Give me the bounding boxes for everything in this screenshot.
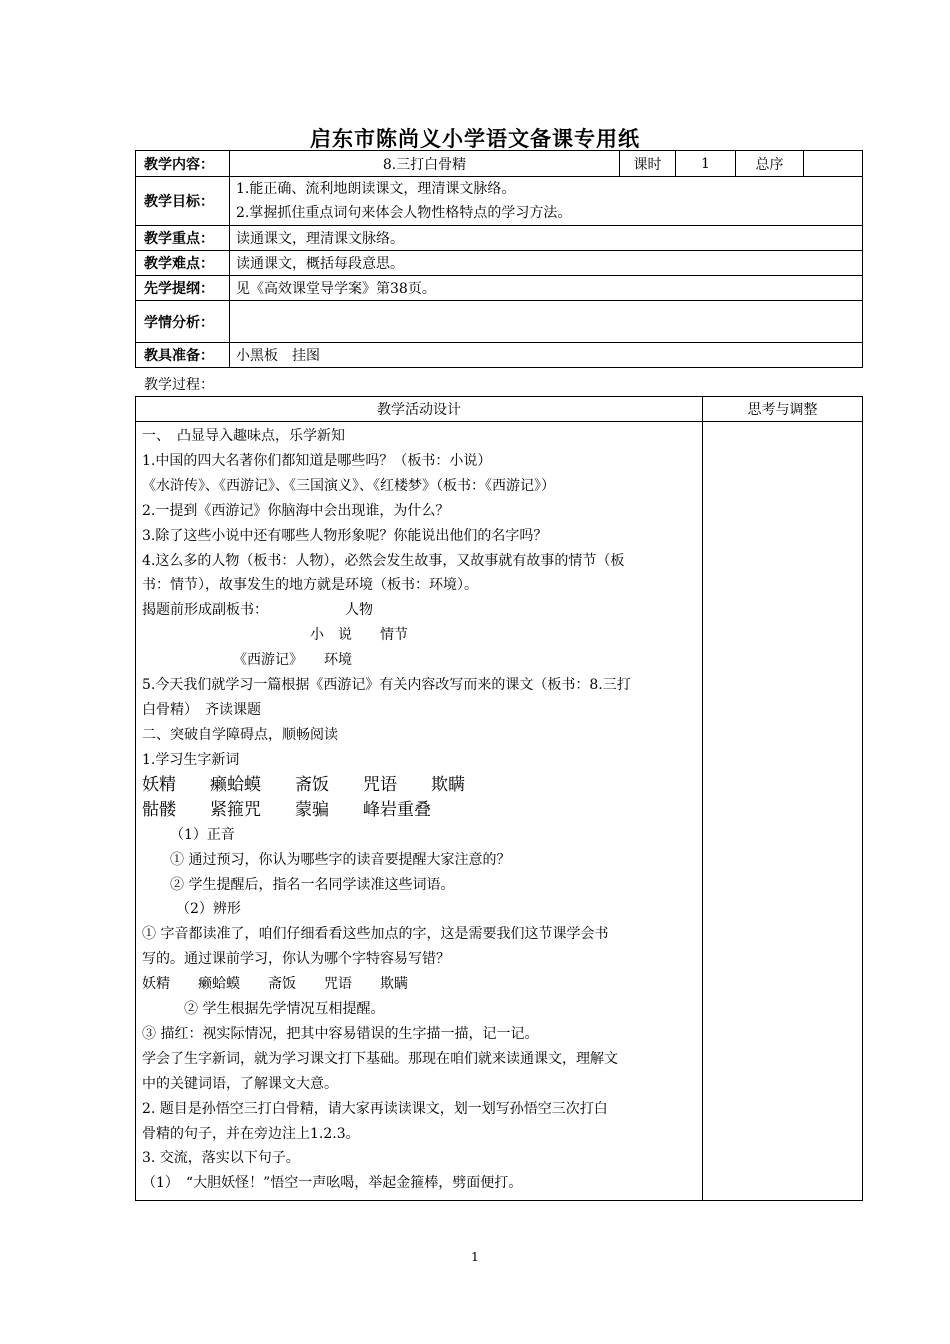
seq-label: 总序 xyxy=(736,151,804,177)
goal-1: 1.能正确、流利地朗读课文，理清课文脉络。 xyxy=(236,181,516,197)
reflect-cell xyxy=(703,422,863,1201)
process-line: 5.今天我们就学习一篇根据《西游记》有关内容改写而来的课文（板书：8.三打 xyxy=(142,677,631,694)
analysis-label: 学情分析： xyxy=(136,301,230,343)
analysis-value xyxy=(230,301,863,343)
process-header-row xyxy=(136,397,863,422)
process-line: 4.这么多的人物（板书：人物），必然会发生故事，又故事就有故事的情节（板 xyxy=(142,552,625,569)
goal-2: 2.掌握抓住重点词句来体会人物性格特点的学习方法。 xyxy=(236,205,572,221)
key-label: 教学重点： xyxy=(136,226,230,251)
vocab-line: 妖精 癞蛤蟆 斋饭 咒语 欺瞒 xyxy=(142,976,408,993)
col-design-header: 教学活动设计 xyxy=(136,397,703,422)
process-line: 1.学习生字新词 xyxy=(142,751,240,768)
seq-value xyxy=(804,151,863,177)
process-line: 白骨精） 齐读课题 xyxy=(142,701,261,718)
key-row xyxy=(136,226,863,251)
content-value: 8.三打白骨精 xyxy=(230,151,620,177)
process-label: 教学过程： xyxy=(144,377,214,393)
process-line: 2.一提到《西游记》你脑海中会出现谁，为什么？ xyxy=(142,502,450,519)
tools-value: 小黑板 挂图 xyxy=(230,343,863,368)
process-line: 一、 凸显导入趣味点，乐学新知 xyxy=(142,428,345,444)
process-line: 3.除了这些小说中还有哪些人物形象呢？你能说出他们的名字吗？ xyxy=(142,527,548,544)
process-table xyxy=(135,396,863,1201)
process-line: ② 学生提醒后，指名一名同学读准这些词语。 xyxy=(170,876,455,893)
process-line: （1）正音 xyxy=(170,826,235,843)
process-line: 学会了生字新词，就为学习课文打下基础。那现在咱们就来读通课文，理解文 xyxy=(142,1050,618,1067)
lesson-info-table xyxy=(135,150,863,368)
process-line: （1） “大胆妖怪！”悟空一声吆喝，举起金箍棒，劈面便打。 xyxy=(142,1175,523,1192)
goal-row xyxy=(136,177,863,226)
pre-study-row xyxy=(136,276,863,301)
analysis-row xyxy=(136,301,863,343)
difficulty-row xyxy=(136,251,863,276)
pre-study-value: 见《高效课堂导学案》第38页。 xyxy=(230,276,863,301)
process-line: 《水浒传》、《西游记》、《三国演义》、《红楼梦》（板书：《西游记》） xyxy=(142,477,555,494)
tools-row xyxy=(136,343,863,368)
process-line: 2. 题目是孙悟空三打白骨精，请大家再读读课文，划一划写孙悟空三次打白 xyxy=(142,1100,608,1117)
vocab-line: 骷髅 紧箍咒 蒙骗 峰岩重叠 xyxy=(142,799,431,820)
process-line: 中的关键词语，了解课文大意。 xyxy=(142,1075,338,1092)
process-line: 写的。通过课前学习，你认为哪个字特容易写错？ xyxy=(142,951,450,968)
tools-label: 教具准备： xyxy=(136,343,230,368)
col-reflect-header: 思考与调整 xyxy=(703,397,863,422)
process-line: 3. 交流，落实以下句子。 xyxy=(142,1150,300,1167)
pre-study-label: 先学提纲： xyxy=(136,276,230,301)
process-line: 1.中国的四大名著你们都知道是哪些吗？（板书：小说） xyxy=(142,452,492,469)
process-line: 书：情节），故事发生的地方就是环境（板书：环境）。 xyxy=(142,577,478,594)
process-line: 小 说 情节 xyxy=(142,627,408,644)
process-line: ③ 描红：视实际情况，把其中容易错误的生字描一描，记一记。 xyxy=(142,1025,539,1042)
process-line: ① 字音都读准了，咱们仔细看看这些加点的字，这是需要我们这节课学会书 xyxy=(142,926,609,943)
process-line: 揭题前形成副板书： 人物 xyxy=(142,602,373,619)
document-title: 启东市陈尚义小学语文备课专用纸 xyxy=(310,127,640,151)
key-value: 读通课文，理清课文脉络。 xyxy=(230,226,863,251)
process-line: ② 学生根据先学情况互相提醒。 xyxy=(184,1001,385,1018)
difficulty-value: 读通课文，概括每段意思。 xyxy=(230,251,863,276)
period-value: 1 xyxy=(676,151,736,177)
process-line: 《西游记》 环境 xyxy=(142,652,352,669)
process-line: 二、突破自学障碍点，顺畅阅读 xyxy=(142,726,338,743)
page-number: 1 xyxy=(471,1250,479,1264)
vocab-line: 妖精 癞蛤蟆 斋饭 咒语 欺瞒 xyxy=(142,774,465,795)
process-line: 骨精的句子，并在旁边注上1.2.3。 xyxy=(142,1125,360,1142)
process-line: ① 通过预习，你认为哪些字的读音要提醒大家注意的？ xyxy=(170,851,511,868)
difficulty-label: 教学难点： xyxy=(136,251,230,276)
process-line: （2）辨形 xyxy=(176,901,241,918)
process-body-row xyxy=(136,422,863,1201)
content-row xyxy=(136,151,863,177)
content-label: 教学内容： xyxy=(136,151,230,177)
period-label: 课时 xyxy=(620,151,676,177)
design-cell xyxy=(136,422,703,1201)
goal-label: 教学目标： xyxy=(136,177,230,226)
